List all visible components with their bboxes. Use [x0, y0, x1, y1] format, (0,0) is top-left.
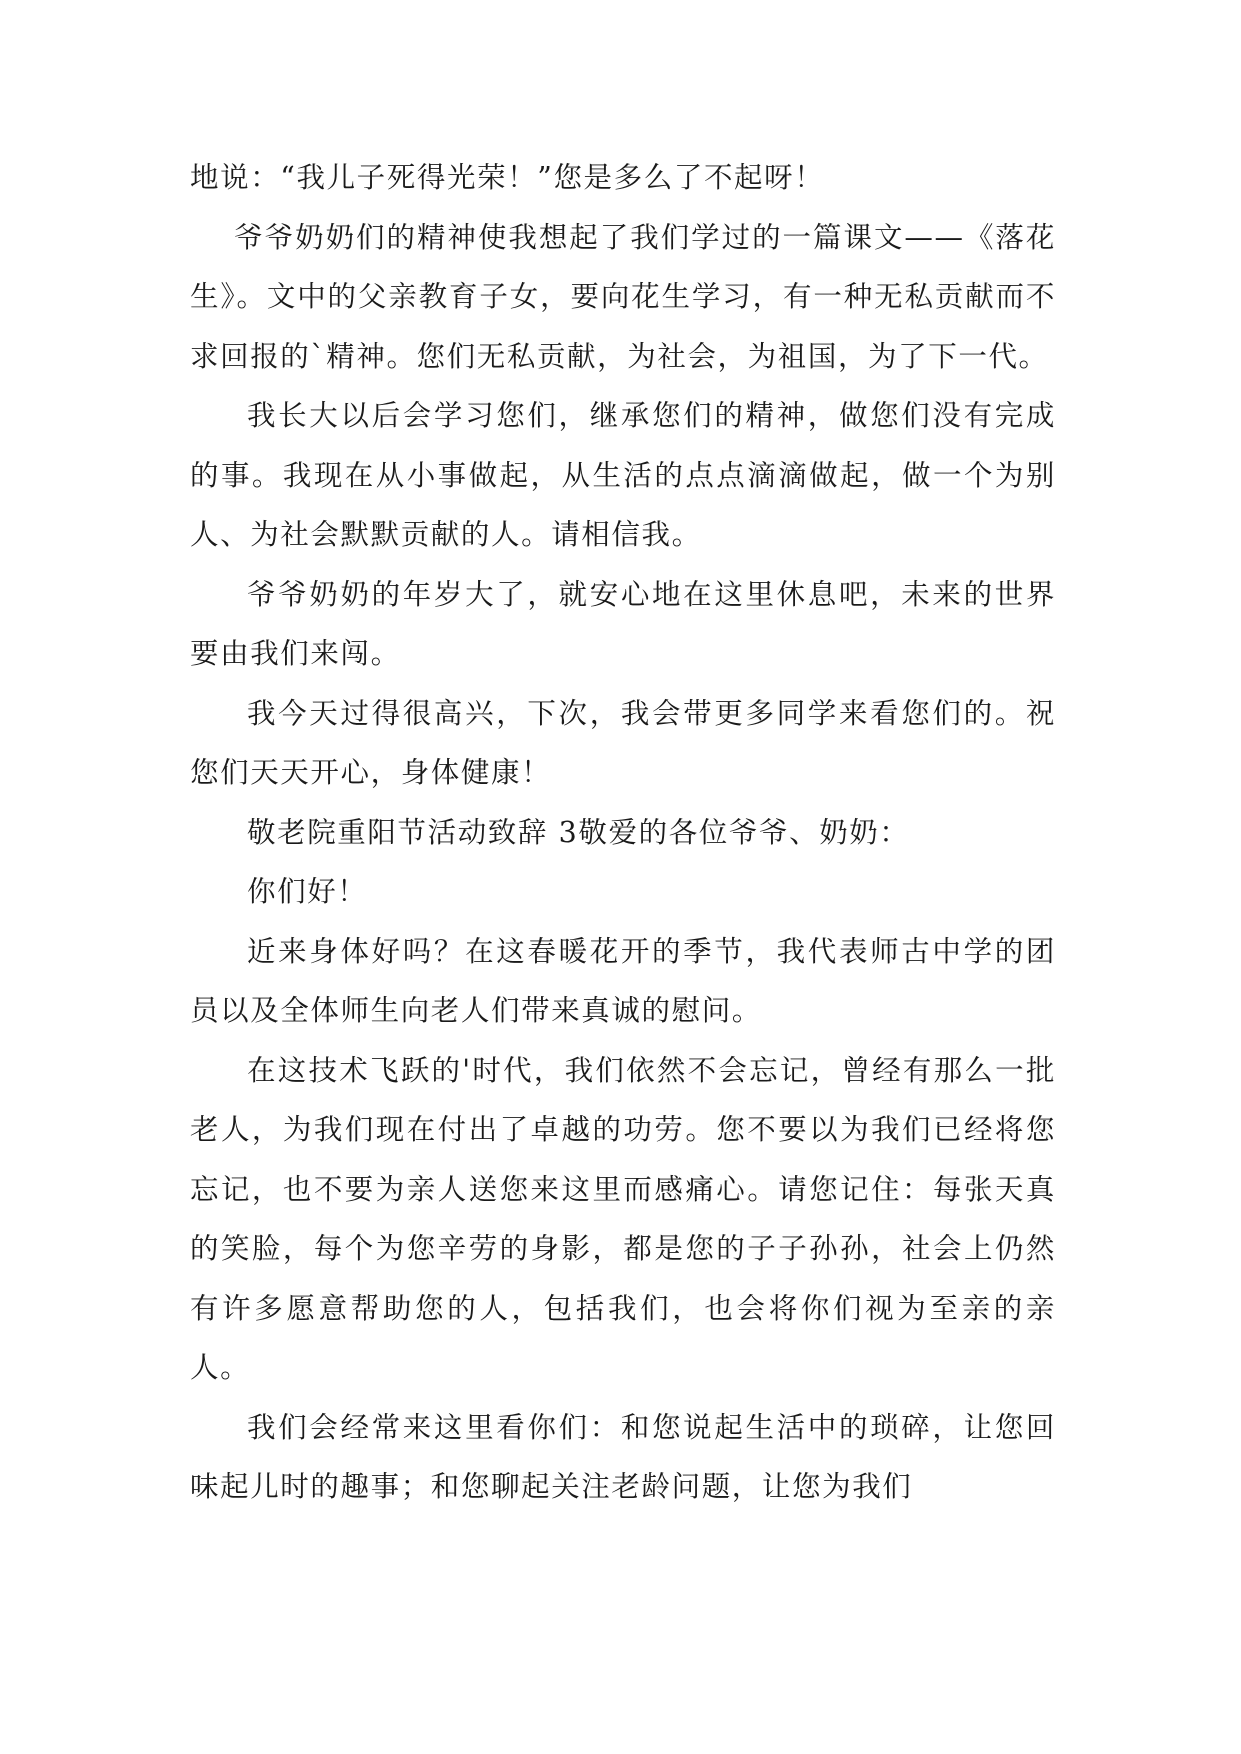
paragraph-happy-today: 我今天过得很高兴，下次，我会带更多同学来看您们的。祝您们天天开心，身体健康！: [190, 696, 1056, 789]
paragraph-not-forget: 在这技术飞跃的'时代，我们依然不会忘记，曾经有那么一批老人，为我们现在付出了卓越的功劳。您不要以为我们已经将您忘记，也不要为亲人送您来这里而感痛心。请您记住：每张天真的笑脸，每个为您辛劳的身影，都是您的子子孙孙，社会上仍然有许多愿意帮助您的人，包括我们，也会将你们视为至亲的亲人。: [190, 1053, 1056, 1384]
paragraph-regards: 近来身体好吗？在这春暖花开的季节，我代表师古中学的团员以及全体师生向老人们带来真诚的慰问。: [190, 934, 1056, 1027]
paragraph-continuation: 地说：“我儿子死得光荣！”您是多么了不起呀！: [190, 161, 825, 194]
paragraph-luohuasheng: 爷爷奶奶们的精神使我想起了我们学过的一篇课文——《落花生》。文中的父亲教育子女，要向花生学习，有一种无私贡献而不求回报的`精神。您们无私贡献，为社会，为祖国，为了下一代。: [190, 220, 1056, 373]
paragraph-visit-often: 我们会经常来这里看你们：和您说起生活中的琐碎，让您回味起儿时的趣事；和您聊起关注老龄问题，让您为我们: [190, 1410, 1056, 1503]
document-page: [190, 148, 1056, 1517]
section-heading-speech-3: 敬老院重阳节活动致辞 3敬爱的各位爷爷、奶奶：: [247, 815, 910, 849]
paragraph-learn-from-you: 我长大以后会学习您们，继承您们的精神，做您们没有完成的事。我现在从小事做起，从生活的点点滴滴做起，做一个为别人、为社会默默贡献的人。请相信我。: [190, 399, 1056, 551]
paragraph-greeting: 你们好！: [247, 875, 368, 908]
paragraph-rest-here: 爷爷奶奶的年岁大了，就安心地在这里休息吧，未来的世界要由我们来闯。: [190, 577, 1056, 670]
